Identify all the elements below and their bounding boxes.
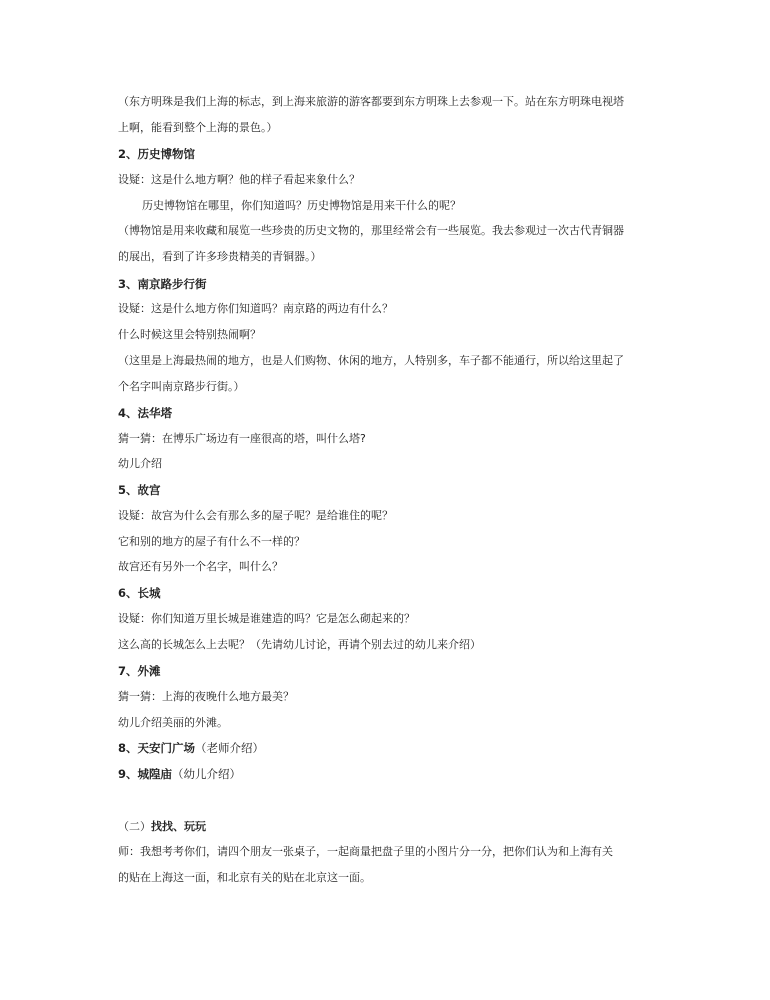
paragraph-line: 历史博物馆在哪里，你们知道吗？历史博物馆是用来干什么的呢？ — [142, 199, 461, 212]
paragraph-line: （博物馆是用来收藏和展览一些珍贵的历史文物的，那里经常会有一些展览。我去参观过一次古代青铜器 — [118, 224, 624, 237]
paragraph-line: 师：我想考考你们，请四个朋友一张桌子，一起商量把盘子里的小图片分一分，把你们认为和上海有关 — [118, 845, 613, 858]
paragraph-line: 设疑：故宫为什么会有那么多的屋子呢？是给谁住的呢？ — [118, 509, 393, 522]
paragraph-line: 的贴在上海这一面，和北京有关的贴在北京这一面。 — [118, 871, 371, 884]
paragraph-line: 的展出，看到了许多珍贵精美的青铜器。） — [118, 250, 322, 263]
paragraph-line: 这么高的长城怎么上去呢？（先请幼儿讨论，再请个别去过的幼儿来介绍） — [118, 638, 481, 651]
section-heading: 7、外滩 — [118, 664, 161, 678]
section-heading: 5、故宫 — [118, 483, 161, 497]
heading-note: （幼儿介绍） — [172, 767, 242, 781]
part-heading — [118, 820, 206, 834]
part-number: （二） — [118, 820, 151, 833]
paragraph-line: 什么时候这里会特别热闹啊？ — [118, 328, 261, 341]
section-heading — [118, 767, 241, 781]
heading-title: 8、天安门广场 — [118, 741, 196, 755]
paragraph-line: 幼儿介绍 — [118, 457, 162, 470]
section-heading: 3、南京路步行街 — [118, 277, 207, 291]
paragraph-line: 设疑：你们知道万里长城是谁建造的吗？它是怎么砌起来的？ — [118, 612, 415, 625]
paragraph-line: （东方明珠是我们上海的标志，到上海来旅游的游客都要到东方明珠上去参观一下。站在东方明珠电视塔 — [118, 95, 624, 108]
heading-note: （老师介绍） — [195, 741, 265, 755]
paragraph-line: 故宫还有另外一个名字，叫什么？ — [118, 560, 283, 573]
paragraph-line: 猜一猜：在博乐广场边有一座很高的塔，叫什么塔? — [118, 432, 366, 445]
paragraph-line: 猜一猜：上海的夜晚什么地方最美？ — [118, 690, 294, 703]
section-heading: 6、长城 — [118, 586, 161, 600]
section-heading — [118, 741, 264, 755]
paragraph-line: 设疑：这是什么地方啊？他的样子看起来象什么？ — [118, 173, 360, 186]
paragraph-line: （这里是上海最热闹的地方，也是人们购物、休闲的地方，人特别多，车子都不能通行，所以给这里起了 — [118, 354, 624, 367]
section-heading: 2、历史博物馆 — [118, 147, 196, 161]
heading-title: 9、城隍庙 — [118, 767, 173, 781]
paragraph-line: 上啊，能看到整个上海的景色。） — [118, 121, 278, 134]
paragraph-line: 设疑：这是什么地方你们知道吗？南京路的两边有什么？ — [118, 302, 393, 315]
paragraph-line: 个名字叫南京路步行街。） — [118, 380, 245, 393]
paragraph-line: 幼儿介绍美丽的外滩。 — [118, 716, 228, 729]
part-title: 找找、玩玩 — [151, 820, 206, 833]
paragraph-line: 它和别的地方的屋子有什么不一样的？ — [118, 535, 305, 548]
section-heading: 4、法华塔 — [118, 406, 173, 420]
